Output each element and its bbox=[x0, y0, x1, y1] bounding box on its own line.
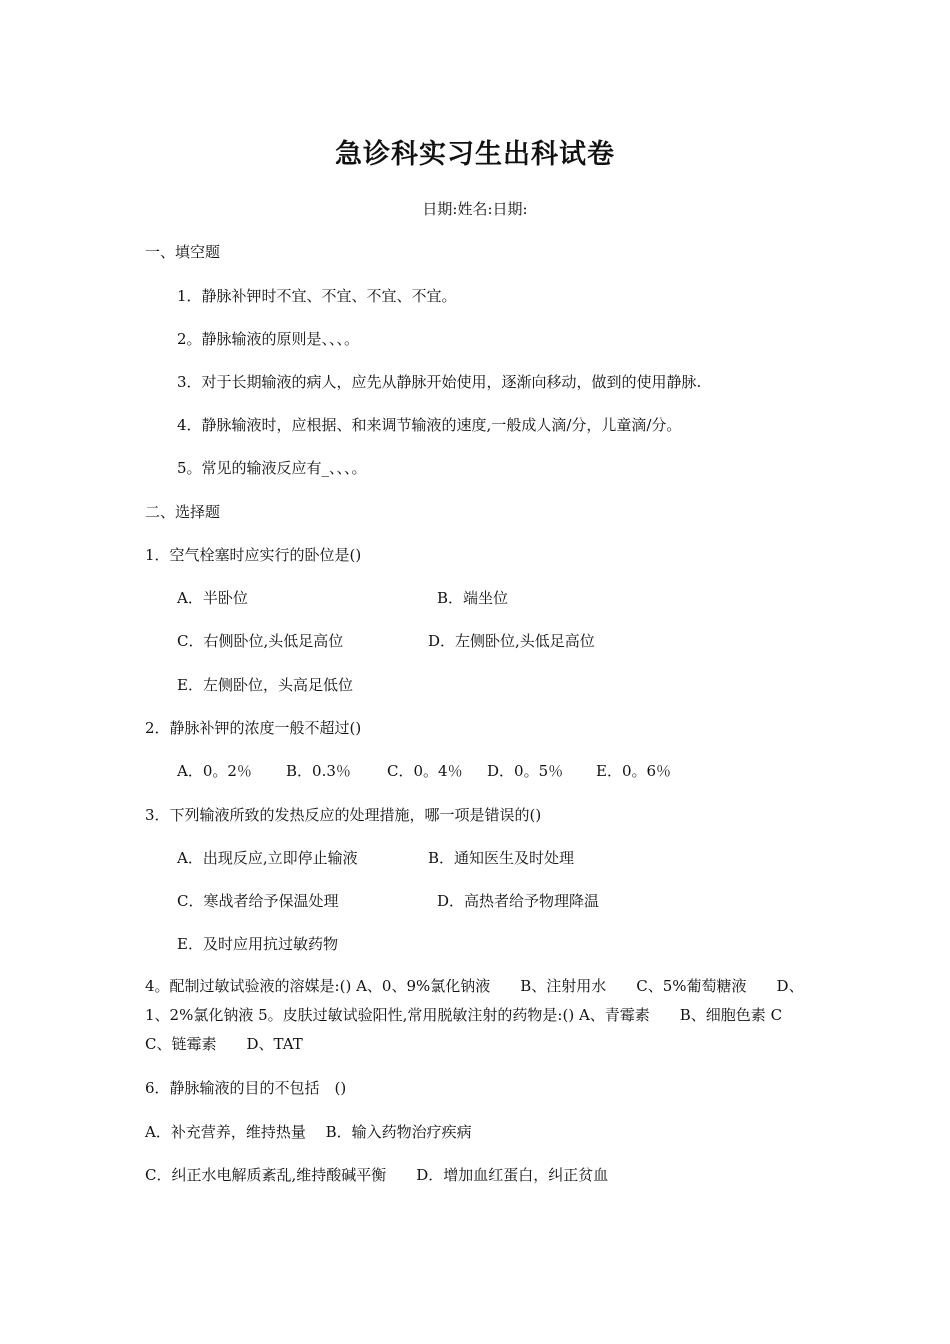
fill-blank-item: 3．对于长期输液的病人，应先从静脉开始使用，逐渐向移动，做到的使用静脉. bbox=[177, 373, 702, 391]
choice-option: D．0。5％ bbox=[487, 762, 564, 780]
choice-option: B．通知医生及时处理 bbox=[428, 849, 575, 867]
question-stem: 2．静脉补钾的浓度一般不超过() bbox=[145, 719, 362, 737]
questions-4-5-paragraph: 4。配制过敏试验液的溶媒是:() A、0、9%氯化钠液 B、注射用水 C、5%葡萄糖液 D、1、2%氯化钠液 5。皮肤过敏试验阳性,常用脱敏注射的药物是:() A、青霉素 B、细胞色素 C C、链霉素 D、TAT bbox=[145, 977, 813, 1053]
choice-option: C．寒战者给予保温处理 bbox=[177, 892, 339, 910]
section-heading-fill-blank: 一、填空题 bbox=[145, 243, 221, 261]
choice-option: B．端坐位 bbox=[437, 589, 509, 607]
choice-option: C．0。4％ bbox=[387, 762, 463, 780]
choice-option: D．高热者给予物理降温 bbox=[437, 892, 600, 910]
choice-option-row: C．纠正水电解质紊乱,维持酸碱平衡 D．增加血红蛋白，纠正贫血 bbox=[145, 1166, 609, 1184]
fill-blank-item: 4．静脉输液时，应根据、和来调节输液的速度,一般成人滴/分，儿童滴/分。 bbox=[177, 416, 682, 434]
choice-option: E．左侧卧位，头高足低位 bbox=[177, 676, 353, 694]
question-stem: 3．下列输液所致的发热反应的处理措施，哪一项是错误的() bbox=[145, 806, 542, 824]
choice-option: E．及时应用抗过敏药物 bbox=[177, 935, 338, 953]
choice-option: C．右侧卧位,头低足高位 bbox=[177, 632, 344, 650]
choice-option: E．0。6％ bbox=[596, 762, 672, 780]
choice-option-row: A．补充营养，维持热量 B．输入药物治疗疾病 bbox=[145, 1123, 472, 1141]
question-stem: 1．空气栓塞时应实行的卧位是() bbox=[145, 546, 362, 564]
choice-option: A．半卧位 bbox=[177, 589, 248, 607]
choice-option: B．0.3％ bbox=[286, 762, 351, 780]
fill-blank-item: 1．静脉补钾时不宜、不宜、不宜、不宜。 bbox=[177, 287, 457, 305]
fill-blank-item: 2。静脉输液的原则是、、、。 bbox=[177, 330, 360, 348]
date-name-line: 日期:姓名:日期: bbox=[422, 200, 528, 218]
question-stem: 6．静脉输液的目的不包括 () bbox=[145, 1079, 347, 1097]
choice-option: A．出现反应,立即停止输液 bbox=[177, 849, 358, 867]
section-heading-multiple-choice: 二、选择题 bbox=[145, 503, 221, 521]
page-title: 急诊科实习生出科试卷 bbox=[335, 139, 615, 170]
choice-option: A．0。2％ bbox=[177, 762, 252, 780]
choice-option: D．左侧卧位,头低足高位 bbox=[428, 632, 595, 650]
fill-blank-item: 5。常见的输液反应有_、、、。 bbox=[177, 459, 367, 477]
